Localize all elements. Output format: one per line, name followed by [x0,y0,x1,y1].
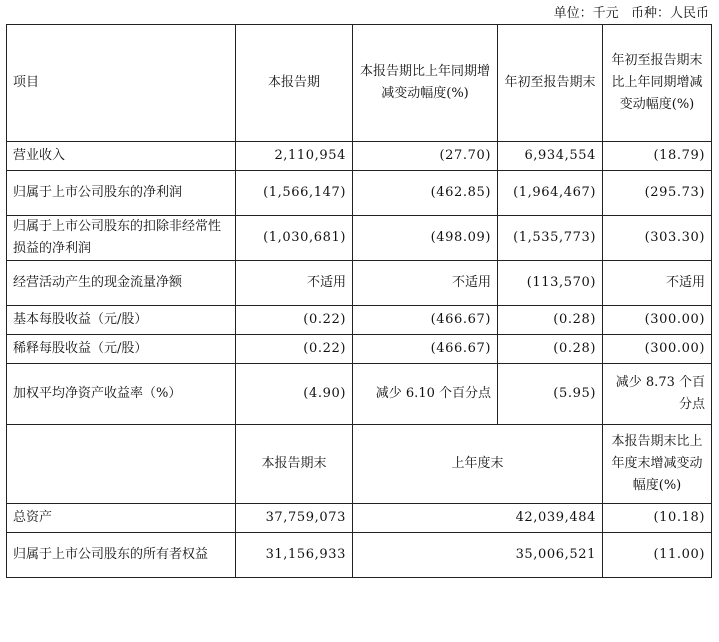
table-row [7,216,712,261]
header-ytd: 年初至报告期末 [498,25,603,142]
cell-balance-change: (10.18) [603,504,712,533]
header-current-end: 本报告期末 [236,425,353,504]
header-row [7,25,712,142]
table-row [7,306,712,335]
cell-ytd: (0.28) [498,306,603,335]
cell-current-end: 31,156,933 [236,533,353,578]
cell-ytd: (5.95) [498,364,603,425]
cell-current-end: 37,759,073 [236,504,353,533]
cell-current: (0.22) [236,306,353,335]
row-label: 基本每股收益（元/股） [7,306,236,335]
cell-current: (1,566,147) [236,171,353,216]
cell-last-year-end: 35,006,521 [353,533,603,578]
header-last-year-end: 上年度末 [353,425,603,504]
table-row [7,261,712,306]
cell-ytd-change: (300.00) [603,306,712,335]
row-label: 归属于上市公司股东的净利润 [7,171,236,216]
cell-ytd-change: (295.73) [603,171,712,216]
row-label: 稀释每股收益（元/股） [7,335,236,364]
header-item: 项目 [7,25,236,142]
cell-current: 不适用 [236,261,353,306]
row-label: 归属于上市公司股东的扣除非经常性损益的净利润 [7,216,236,261]
header-balance-change: 本报告期末比上年度末增减变动幅度(%) [603,425,712,504]
table-row [7,171,712,216]
cell-current: (4.90) [236,364,353,425]
row-label: 经营活动产生的现金流量净额 [7,261,236,306]
table-row [7,364,712,425]
header-current-change: 本报告期比上年同期增减变动幅度(%) [353,25,498,142]
cell-current-change: (466.67) [353,335,498,364]
cell-balance-change: (11.00) [603,533,712,578]
cell-current-change: (27.70) [353,142,498,171]
cell-ytd-change: 不适用 [603,261,712,306]
cell-ytd-change: 减少 8.73 个百分点 [603,364,712,425]
cell-current-change: (466.67) [353,306,498,335]
cell-last-year-end: 42,039,484 [353,504,603,533]
header-current-period: 本报告期 [236,25,353,142]
table-row [7,142,712,171]
cell-ytd: (1,535,773) [498,216,603,261]
cell-ytd-change: (300.00) [603,335,712,364]
cell-current-change: (462.85) [353,171,498,216]
cell-current: (1,030,681) [236,216,353,261]
cell-current: 2,110,954 [236,142,353,171]
table-row [7,504,712,533]
cell-ytd: 6,934,554 [498,142,603,171]
cell-ytd: (1,964,467) [498,171,603,216]
cell-ytd-change: (18.79) [603,142,712,171]
row-label: 加权平均净资产收益率（%） [7,364,236,425]
cell-current-change: 不适用 [353,261,498,306]
header-blank [7,425,236,504]
table-row [7,335,712,364]
row-label: 营业收入 [7,142,236,171]
header-ytd-change: 年初至报告期末比上年同期增减变动幅度(%) [603,25,712,142]
cell-ytd: (0.28) [498,335,603,364]
cell-ytd: (113,570) [498,261,603,306]
cell-ytd-change: (303.30) [603,216,712,261]
row-label: 归属于上市公司股东的所有者权益 [7,533,236,578]
header-row-balance [7,425,712,504]
row-label: 总资产 [7,504,236,533]
financial-data-table [6,24,712,578]
table-row [7,533,712,578]
cell-current-change: (498.09) [353,216,498,261]
cell-current-change: 减少 6.10 个百分点 [353,364,498,425]
cell-current: (0.22) [236,335,353,364]
unit-currency-note: 单位：千元 币种：人民币 [553,6,709,21]
